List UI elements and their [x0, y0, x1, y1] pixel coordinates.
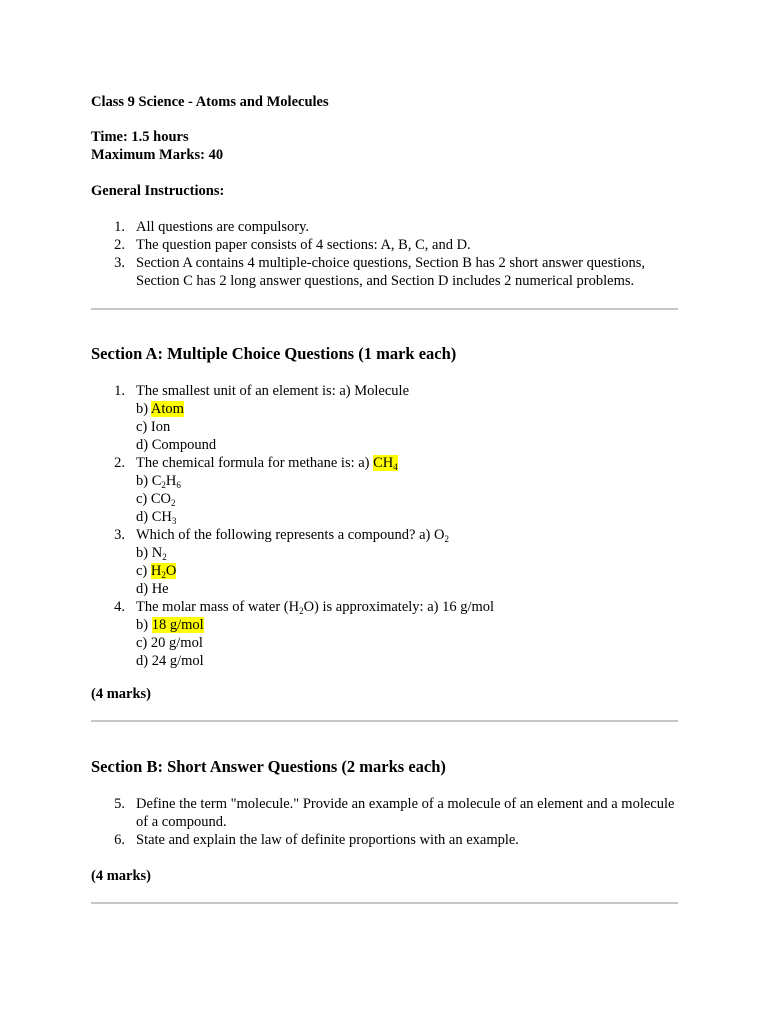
list-item	[91, 218, 678, 236]
divider	[91, 720, 678, 722]
question-number: 5.	[114, 796, 125, 812]
question-3	[91, 526, 678, 598]
list-number: 2.	[114, 237, 125, 253]
highlighted-answer: 18 g/mol	[151, 617, 204, 633]
section-b-marks: (4 marks)	[91, 868, 152, 884]
list-item	[91, 236, 678, 254]
subscript: 2	[162, 552, 167, 562]
option-c: c) 20 g/mol	[136, 635, 203, 651]
question-stem	[136, 598, 678, 616]
question-4	[91, 598, 678, 670]
question-number: 2.	[114, 455, 125, 471]
question-number: 4.	[114, 599, 125, 615]
instructions-list	[91, 218, 678, 290]
divider	[91, 902, 678, 904]
list-number: 3.	[114, 255, 125, 271]
instruction-text: Section A contains 4 multiple-choice questions, Section B has 2 short answer questions, Section C has 2 long answer questions, and Section D includes 2 numerical problems.	[136, 255, 646, 289]
formula-text: c) CO	[136, 491, 172, 507]
highlighted-answer	[373, 455, 398, 471]
section-b-title: Section B: Short Answer Questions (2 marks each)	[91, 757, 446, 776]
list-item	[91, 254, 678, 290]
question-stem: The smallest unit of an element is: a) Molecule	[136, 383, 410, 399]
question-text: Define the term "molecule." Provide an example of a molecule of an element and a molecule of a compound.	[136, 796, 675, 830]
list-number: 1.	[114, 219, 125, 235]
question-stem	[136, 526, 678, 544]
formula-text: H	[150, 563, 162, 579]
question-number: 1.	[114, 383, 125, 399]
option-d	[136, 508, 678, 526]
subscript: 2	[444, 534, 449, 544]
section-b-questions	[91, 795, 678, 849]
question-5	[91, 795, 678, 831]
option-c: c) Ion	[136, 419, 171, 435]
subscript: 2	[171, 498, 176, 508]
option-label: b)	[136, 401, 151, 417]
question-number: 6.	[114, 832, 125, 848]
option-b	[136, 472, 678, 490]
option-b	[136, 544, 678, 562]
option-c	[136, 490, 678, 508]
stem-text: Which of the following represents a compound? a) O	[136, 527, 445, 543]
paper-title: Class 9 Science - Atoms and Molecules	[91, 94, 329, 110]
formula-text: H	[165, 473, 177, 489]
highlighted-answer	[151, 563, 176, 579]
time-allowed: Time: 1.5 hours	[91, 129, 189, 145]
stem-text: The chemical formula for methane is: a)	[136, 455, 374, 471]
subscript: 4	[393, 462, 398, 472]
section-a-questions	[91, 382, 678, 670]
formula-text: CH	[373, 455, 394, 471]
highlighted-answer: Atom	[150, 401, 184, 417]
subscript: 2	[161, 480, 166, 490]
stem-text: The molar mass of water (H	[136, 599, 300, 615]
divider	[91, 308, 678, 310]
section-a-title: Section A: Multiple Choice Questions (1 mark each)	[91, 344, 457, 363]
subscript: 2	[299, 606, 304, 616]
instruction-text: The question paper consists of 4 sections: A, B, C, and D.	[136, 237, 471, 253]
option-b	[136, 400, 678, 418]
question-2	[91, 454, 678, 526]
option-label: c)	[136, 563, 151, 579]
subscript: 6	[176, 480, 181, 490]
formula-text: O	[165, 563, 177, 579]
option-b	[136, 616, 678, 634]
instructions-heading: General Instructions:	[91, 183, 225, 199]
formula-text: b) N	[136, 545, 163, 561]
formula-text: d) CH	[136, 509, 172, 525]
option-d: d) 24 g/mol	[136, 653, 204, 669]
question-text: State and explain the law of definite proportions with an example.	[136, 832, 519, 848]
question-number: 3.	[114, 527, 125, 543]
question-6	[91, 831, 678, 849]
option-label: b)	[136, 617, 152, 633]
section-a-marks: (4 marks)	[91, 686, 152, 702]
formula-text: b) C	[136, 473, 162, 489]
option-d: d) Compound	[136, 437, 217, 453]
question-stem	[136, 454, 678, 472]
option-c	[136, 562, 678, 580]
option-d: d) He	[136, 581, 169, 597]
instruction-text: All questions are compulsory.	[136, 219, 310, 235]
stem-text: O) is approximately: a) 16 g/mol	[303, 599, 495, 615]
maximum-marks: Maximum Marks: 40	[91, 147, 224, 163]
question-1	[91, 382, 678, 454]
subscript: 2	[161, 570, 166, 580]
subscript: 3	[171, 516, 177, 526]
